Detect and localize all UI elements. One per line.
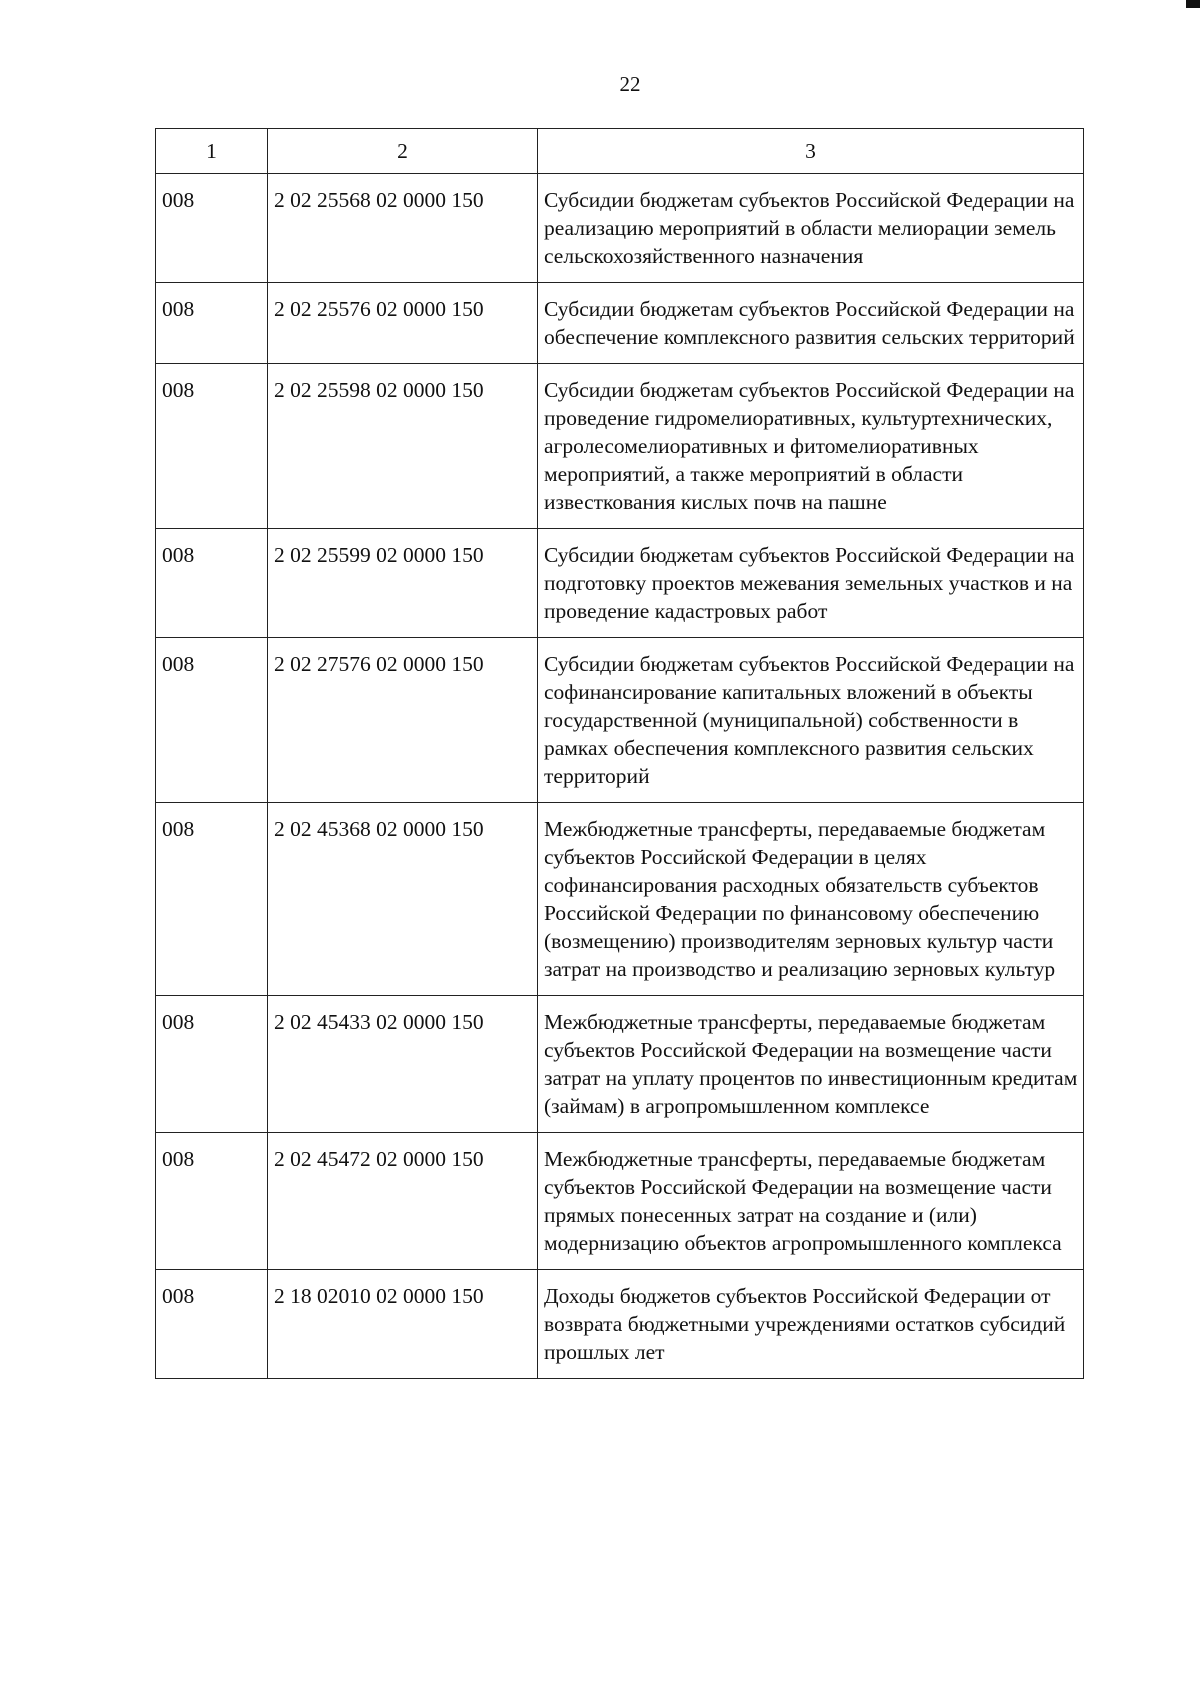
table-header bbox=[156, 129, 1084, 174]
table-row bbox=[156, 996, 1084, 1133]
table-row bbox=[156, 1133, 1084, 1270]
budget-code-cell: 2 02 25576 02 0000 150 bbox=[268, 283, 538, 364]
table-body bbox=[156, 174, 1084, 1379]
admin-code-cell: 008 bbox=[156, 283, 268, 364]
table-row bbox=[156, 364, 1084, 529]
revenue-name-cell: Субсидии бюджетам субъектов Российской Федерации на реализацию мероприятий в области мелиорации земель сельскохозяйственного назначения bbox=[538, 174, 1084, 283]
revenue-name-cell: Субсидии бюджетам субъектов Российской Федерации на софинансирование капитальных вложений в объекты государственной (муниципальной) собственности в рамках обеспечения комплексного развития сельских территорий bbox=[538, 638, 1084, 803]
table-row bbox=[156, 638, 1084, 803]
budget-code-cell: 2 02 25599 02 0000 150 bbox=[268, 529, 538, 638]
revenue-name-cell: Доходы бюджетов субъектов Российской Федерации от возврата бюджетными учреждениями остатков субсидий прошлых лет bbox=[538, 1270, 1084, 1379]
column-header-3: 3 bbox=[538, 129, 1084, 174]
admin-code-cell: 008 bbox=[156, 174, 268, 283]
revenue-codes-table bbox=[155, 128, 1084, 1379]
admin-code-cell: 008 bbox=[156, 1270, 268, 1379]
table-row bbox=[156, 1270, 1084, 1379]
budget-code-cell: 2 02 45433 02 0000 150 bbox=[268, 996, 538, 1133]
budget-code-cell: 2 02 25598 02 0000 150 bbox=[268, 364, 538, 529]
revenue-name-cell: Межбюджетные трансферты, передаваемые бюджетам субъектов Российской Федерации в целях софинансирования расходных обязательств субъектов Российской Федерации по финансовому обеспечению (возмещению) производителям зерновых культур части затрат на производство и реализацию зерновых культур bbox=[538, 803, 1084, 996]
budget-code-cell: 2 02 45368 02 0000 150 bbox=[268, 803, 538, 996]
header-row bbox=[156, 129, 1084, 174]
table-row bbox=[156, 803, 1084, 996]
budget-code-cell: 2 02 25568 02 0000 150 bbox=[268, 174, 538, 283]
column-header-2: 2 bbox=[268, 129, 538, 174]
page-number: 22 bbox=[619, 72, 641, 96]
admin-code-cell: 008 bbox=[156, 638, 268, 803]
revenue-name-cell: Субсидии бюджетам субъектов Российской Федерации на проведение гидромелиоративных, культуртехнических, агролесомелиоративных и фитомелиоративных мероприятий, а также мероприятий в области известкования кислых почв на пашне bbox=[538, 364, 1084, 529]
revenue-name-cell: Субсидии бюджетам субъектов Российской Федерации на подготовку проектов межевания земельных участков и на проведение кадастровых работ bbox=[538, 529, 1084, 638]
admin-code-cell: 008 bbox=[156, 1133, 268, 1270]
revenue-name-cell: Межбюджетные трансферты, передаваемые бюджетам субъектов Российской Федерации на возмещение части затрат на уплату процентов по инвестиционным кредитам (займам) в агропромышленном комплексе bbox=[538, 996, 1084, 1133]
table-row bbox=[156, 283, 1084, 364]
admin-code-cell: 008 bbox=[156, 996, 268, 1133]
revenue-name-cell: Межбюджетные трансферты, передаваемые бюджетам субъектов Российской Федерации на возмещение части прямых понесенных затрат на создание и (или) модернизацию объектов агропромышленного комплекса bbox=[538, 1133, 1084, 1270]
revenue-name-cell: Субсидии бюджетам субъектов Российской Федерации на обеспечение комплексного развития сельских территорий bbox=[538, 283, 1084, 364]
admin-code-cell: 008 bbox=[156, 364, 268, 529]
scan-corner-mark bbox=[1186, 0, 1200, 8]
admin-code-cell: 008 bbox=[156, 803, 268, 996]
table-row bbox=[156, 529, 1084, 638]
budget-code-cell: 2 02 27576 02 0000 150 bbox=[268, 638, 538, 803]
budget-code-cell: 2 02 45472 02 0000 150 bbox=[268, 1133, 538, 1270]
table-row bbox=[156, 174, 1084, 283]
admin-code-cell: 008 bbox=[156, 529, 268, 638]
budget-code-cell: 2 18 02010 02 0000 150 bbox=[268, 1270, 538, 1379]
column-header-1: 1 bbox=[156, 129, 268, 174]
